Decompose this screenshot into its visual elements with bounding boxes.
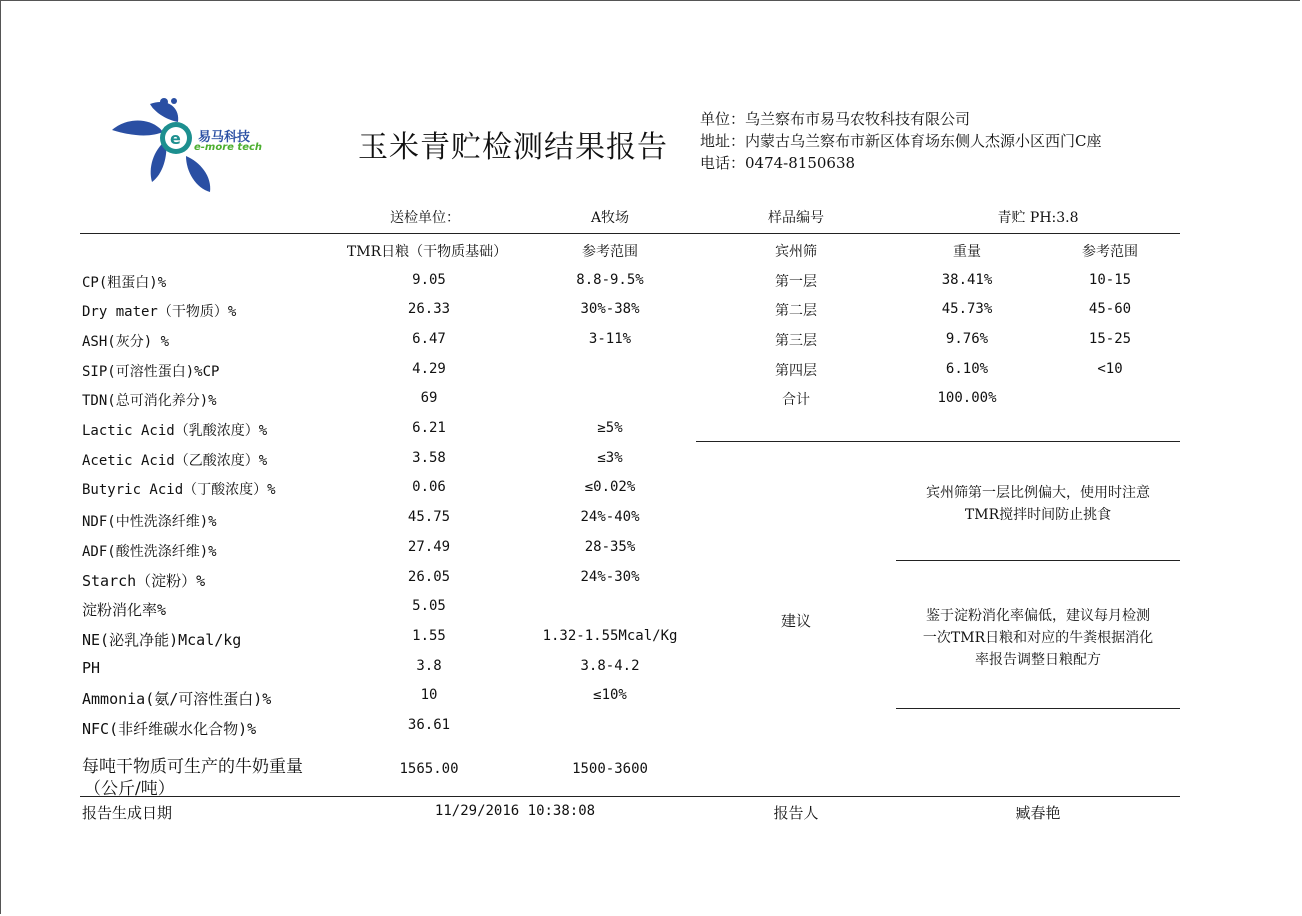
company-unit: 单位：乌兰察布市易马农牧科技有限公司 xyxy=(700,110,971,128)
nutrient-ref: 3-11% xyxy=(588,331,632,347)
sieve-ref: 10-15 xyxy=(1088,272,1132,288)
sieve-weight: 6.10% xyxy=(945,361,989,377)
logo-name-cn: 易马科技 xyxy=(198,130,251,145)
advice-item-1-line-2: TMR搅拌时间防止挑食 xyxy=(964,507,1112,523)
nutrient-name: SIP(可溶性蛋白)%CP xyxy=(82,364,220,380)
nutrient-ref: 8.8-9.5% xyxy=(576,272,644,288)
nutrient-name: TDN(总可消化养分)% xyxy=(82,393,217,409)
nutrient-value: 69 xyxy=(420,390,438,406)
col-header-sieve: 宾州筛 xyxy=(775,244,817,260)
milk-yield-ref: 1500-3600 xyxy=(572,761,648,777)
reporter-label: 报告人 xyxy=(773,804,819,822)
nutrient-name: Starch（淀粉）% xyxy=(82,572,206,590)
nutrient-name: CP(粗蛋白)% xyxy=(82,275,167,291)
col-header-weight: 重量 xyxy=(953,244,981,260)
nutrient-ref: 1.32-1.55Mcal/Kg xyxy=(542,628,678,644)
advice-item-2-line-2: 一次TMR日粮和对应的牛粪根据消化 xyxy=(922,630,1154,646)
advice-item-2-line-1: 鉴于淀粉消化率偏低，建议每月检测 xyxy=(926,608,1150,624)
nutrient-name: Lactic Acid（乳酸浓度）% xyxy=(82,423,268,439)
nutrient-name: 淀粉消化率% xyxy=(82,601,167,619)
nutrient-value: 27.49 xyxy=(407,539,451,555)
footer-rule xyxy=(80,796,1180,797)
sieve-weight: 38.41% xyxy=(941,272,993,288)
nutrient-ref: ≤3% xyxy=(597,450,623,466)
sieve-layer: 第三层 xyxy=(775,333,817,349)
nutrient-name: Acetic Acid（乙酸浓度）% xyxy=(82,453,268,469)
nutrient-value: 5.05 xyxy=(412,598,446,614)
nutrient-ref: ≤0.02% xyxy=(584,479,636,495)
nutrient-value: 1.55 xyxy=(412,628,446,644)
nutrient-name: Ammonia(氨/可溶性蛋白)% xyxy=(82,690,272,708)
svg-text:e: e xyxy=(170,129,181,148)
report-date-value: 11/29/2016 10:38:08 xyxy=(434,803,596,819)
col-header-tmr: TMR日粮（干物质基础） xyxy=(346,244,508,260)
nutrient-value: 3.58 xyxy=(412,450,446,466)
nutrient-name: ADF(酸性洗涤纤维)% xyxy=(82,544,217,560)
submitter-label: 送检单位： xyxy=(390,210,460,226)
milk-yield-name-1: 每吨干物质可生产的牛奶重量 xyxy=(82,757,303,777)
nutrient-name: NFC(非纤维碳水化合物)% xyxy=(82,720,257,738)
milk-yield-value: 1565.00 xyxy=(399,761,459,777)
sieve-ref: <10 xyxy=(1097,361,1123,377)
col-header-ref: 参考范围 xyxy=(582,244,638,260)
nutrient-ref: 28-35% xyxy=(584,539,636,555)
col-header-sieve-ref: 参考范围 xyxy=(1082,244,1138,260)
sieve-total-label: 合计 xyxy=(782,392,810,408)
submitter-value: A牧场 xyxy=(590,210,630,226)
sieve-ref: 15-25 xyxy=(1088,331,1132,347)
nutrient-value: 10 xyxy=(420,687,438,703)
nutrient-name: NE(泌乳净能)Mcal/kg xyxy=(82,631,242,649)
sieve-ref: 45-60 xyxy=(1088,301,1132,317)
nutrient-name: NDF(中性洗涤纤维)% xyxy=(82,514,217,530)
nutrient-name: ASH(灰分) % xyxy=(82,334,170,350)
nutrient-value: 6.21 xyxy=(412,420,446,436)
nutrient-value: 6.47 xyxy=(412,331,446,347)
nutrient-value: 26.33 xyxy=(407,301,451,317)
nutrient-value: 36.61 xyxy=(407,717,451,733)
advice-divider-1 xyxy=(896,560,1180,561)
report-date-label: 报告生成日期 xyxy=(82,804,173,822)
nutrient-ref: ≥5% xyxy=(597,420,623,436)
advice-item-2-line-3: 率报告调整日粮配方 xyxy=(975,652,1101,668)
company-phone: 电话：0474-8150638 xyxy=(700,154,856,172)
sieve-layer: 第一层 xyxy=(775,274,817,290)
advice-label: 建议 xyxy=(780,612,812,630)
advice-divider-2 xyxy=(896,708,1180,709)
sieve-total-weight: 100.00% xyxy=(937,390,997,406)
nutrient-ref: 3.8-4.2 xyxy=(580,658,640,674)
sieve-weight: 9.76% xyxy=(945,331,989,347)
nutrient-name: PH xyxy=(82,659,101,677)
sieve-bottom-rule xyxy=(696,441,1180,442)
header-rule xyxy=(80,233,1180,234)
report-title: 玉米青贮检测结果报告 xyxy=(358,130,668,165)
company-address: 地址：内蒙古乌兰察布市新区体育场东侧人杰源小区西门C座 xyxy=(700,132,1102,150)
nutrient-ref: ≤10% xyxy=(593,687,627,703)
nutrient-ref: 30%-38% xyxy=(580,301,640,317)
nutrient-name: Dry mater（干物质）% xyxy=(82,304,237,320)
nutrient-value: 0.06 xyxy=(412,479,446,495)
sieve-weight: 45.73% xyxy=(941,301,993,317)
logo-name-en: e-more tech xyxy=(194,142,263,153)
nutrient-value: 3.8 xyxy=(416,658,442,674)
advice-item-1-line-1: 宾州筛第一层比例偏大，使用时注意 xyxy=(926,485,1150,501)
sieve-layer: 第二层 xyxy=(775,303,817,319)
company-logo xyxy=(108,96,278,200)
nutrient-value: 4.29 xyxy=(412,361,446,377)
nutrient-ref: 24%-30% xyxy=(580,569,640,585)
sieve-layer: 第四层 xyxy=(775,363,817,379)
nutrient-name: Butyric Acid（丁酸浓度）% xyxy=(82,482,276,498)
sample-value: 青贮 PH:3.8 xyxy=(997,210,1079,226)
nutrient-ref: 24%-40% xyxy=(580,509,640,525)
reporter-name: 臧春艳 xyxy=(1015,804,1061,822)
nutrient-value: 9.05 xyxy=(412,272,446,288)
sample-label: 样品编号 xyxy=(768,210,824,226)
milk-yield-name-2: （公斤/吨） xyxy=(84,779,175,799)
nutrient-value: 45.75 xyxy=(407,509,451,525)
nutrient-value: 26.05 xyxy=(407,569,451,585)
